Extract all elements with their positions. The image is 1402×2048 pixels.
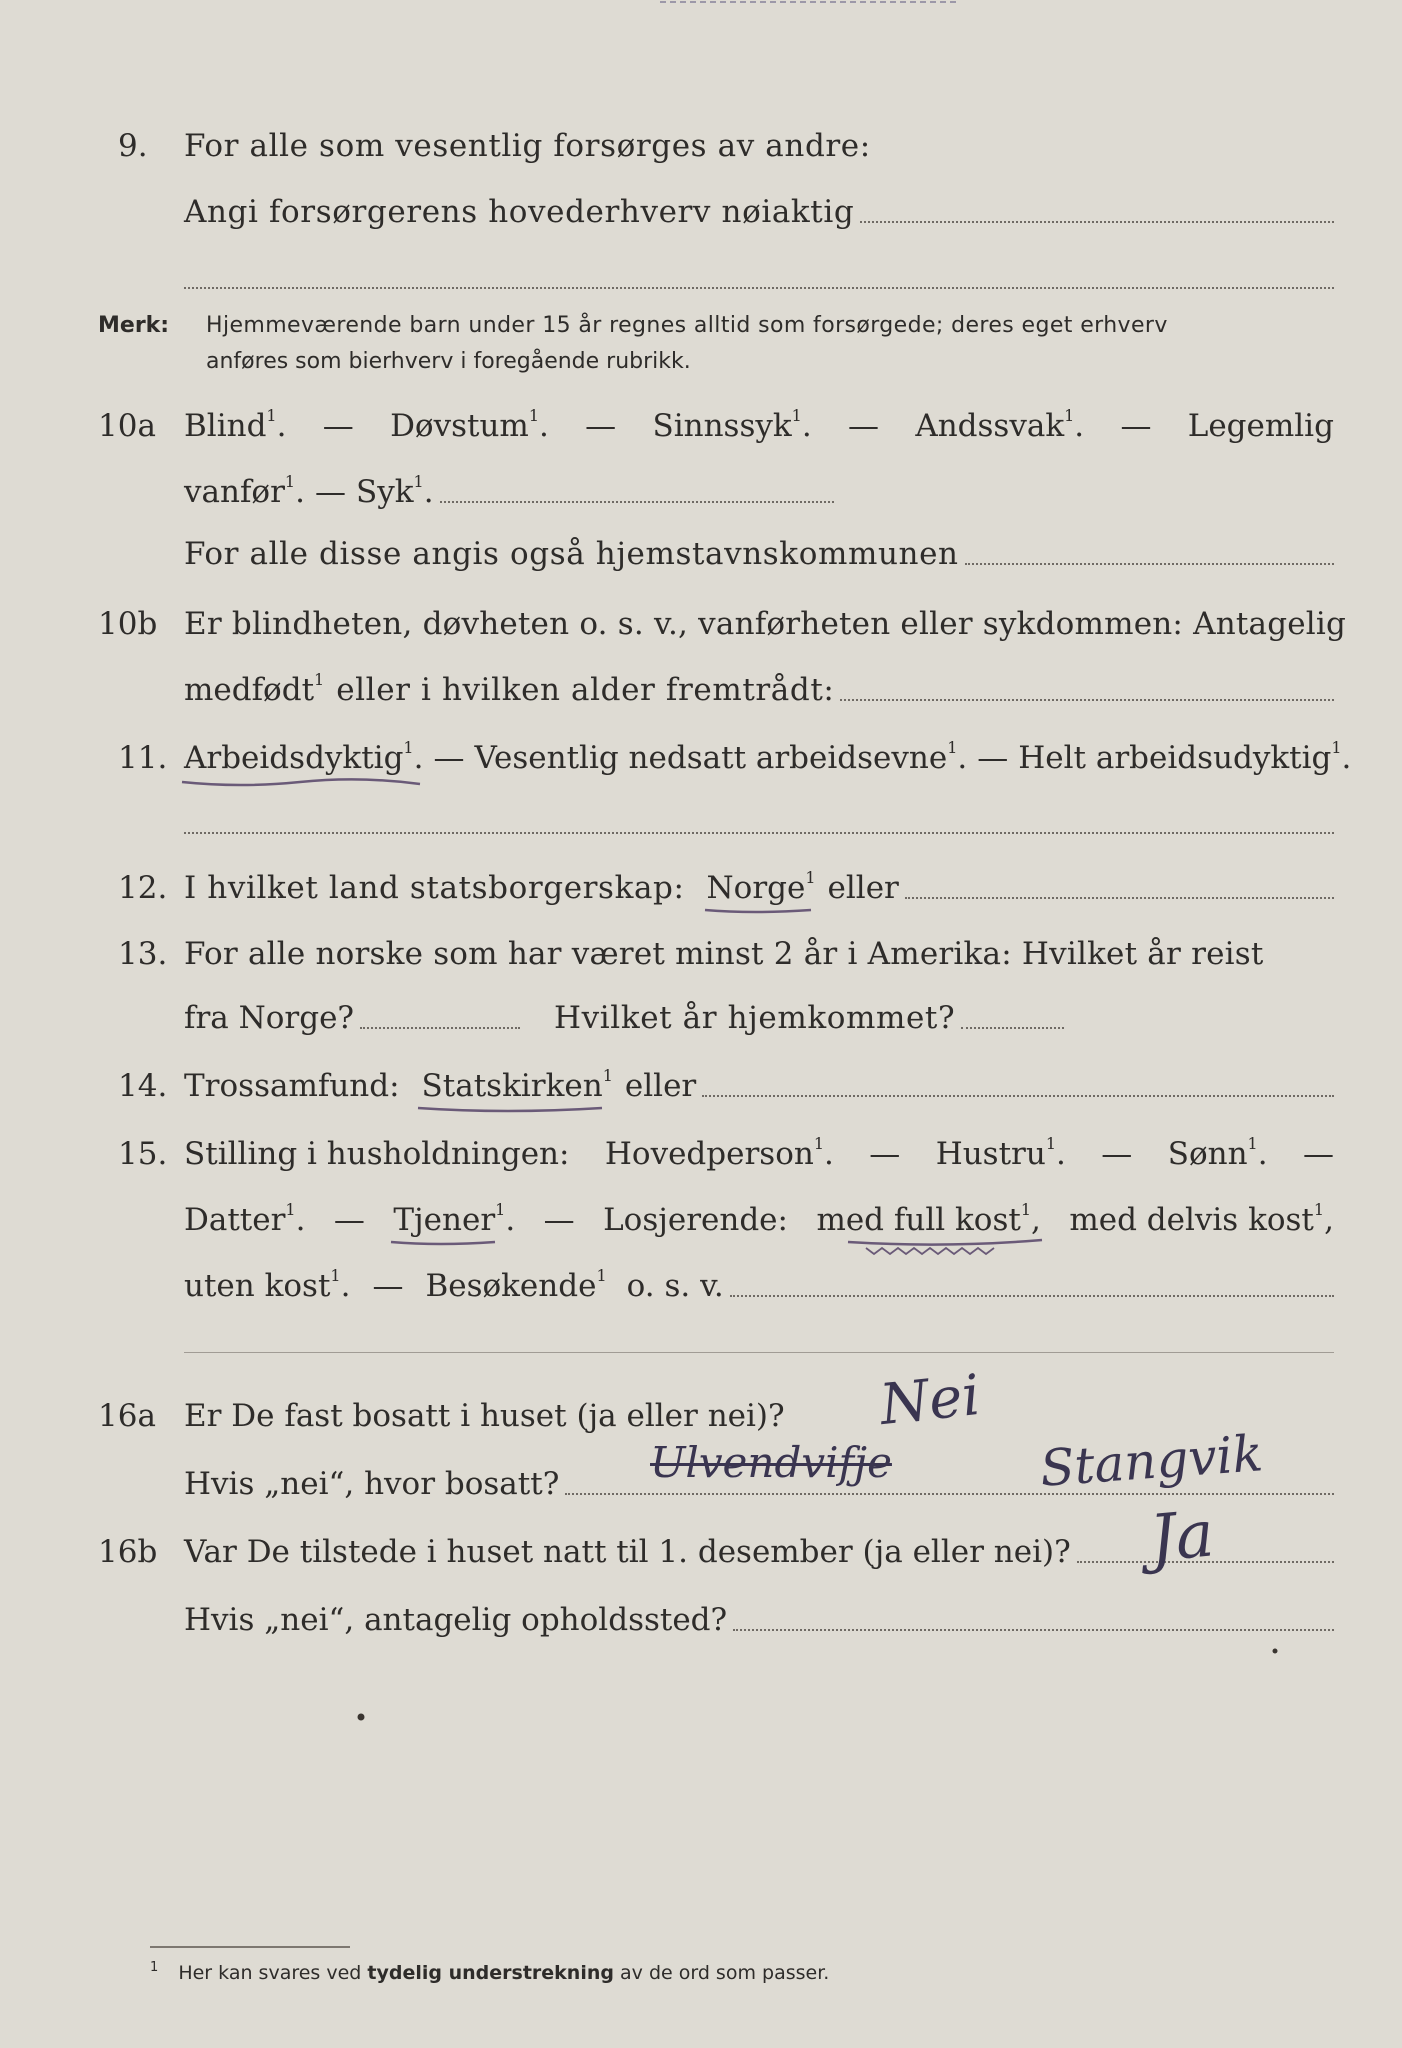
q14-text: Trossamfund: (184, 1068, 400, 1104)
q10b-text1: Er blindheten, døvheten o. s. v., vanførheten eller sykdommen: Antagelig (184, 606, 1347, 642)
q10b-text2: eller i hvilken alder fremtrådt: (336, 672, 835, 708)
q15-losjerende: Losjerende: (603, 1202, 788, 1238)
q16a-text1: Er De fast bosatt i huset (ja eller nei)? (184, 1398, 785, 1434)
q10a-hjemstavn: For alle disse angis også hjemstavnskommunen (184, 536, 959, 572)
q11-arbeidsdyktig: Arbeidsdyktig$^1$. (184, 740, 423, 776)
q15-datter: Datter$^1$. (184, 1200, 306, 1238)
q11-answer-field[interactable] (184, 832, 1334, 834)
q12-norge: Norge$^1$ (707, 870, 816, 906)
dash: — (1120, 408, 1152, 444)
q16a-answer2: Stangvik (1038, 1424, 1265, 1498)
q13-line1 (184, 936, 1334, 972)
q15-delvis-kost: med delvis kost$^1$, (1069, 1200, 1334, 1238)
q10a-hjemstavn-field[interactable] (965, 563, 1334, 565)
q15-number: 15. (118, 1136, 168, 1172)
dash: — (977, 740, 1009, 776)
q9-number: 9. (118, 128, 148, 164)
footnote-text-c: av de ord som passer. (620, 1962, 830, 1984)
q15-uten-kost: uten kost$^1$. (184, 1266, 351, 1304)
q15-line1 (184, 1136, 1334, 1172)
q16b-opholdssted-field[interactable] (733, 1629, 1334, 1631)
q14-statskirken: Statskirken$^1$ (422, 1068, 613, 1104)
q13-reist: fra Norge? (184, 1000, 355, 1036)
dash: — (848, 408, 880, 444)
handwritten-underline (180, 774, 424, 790)
q13-hjemkommet-field[interactable] (961, 1027, 1064, 1029)
q15-full-kost: med full kost$^1$, (816, 1202, 1040, 1238)
dash: — (1101, 1136, 1133, 1172)
merk-line1: Hjemmeværende barn under 15 år regnes alltid som forsørgede; deres eget erhverv (206, 313, 1168, 338)
q11-number: 11. (118, 740, 168, 776)
q15-stilling: Stilling i husholdningen: (184, 1136, 570, 1172)
q16b-text1: Var De tilstede i huset natt til 1. desember (ja eller nei)? (184, 1534, 1071, 1570)
q15-tjener: Tjener$^1$. (393, 1202, 515, 1238)
q15-line3 (184, 1268, 1334, 1304)
q13-text1: For alle norske som har været minst 2 år i Amerika: Hvilket år reist (184, 936, 1264, 972)
dash: — (1303, 1136, 1334, 1172)
q10b-line1 (184, 606, 1347, 642)
q14-answer-field[interactable] (702, 1095, 1334, 1097)
q15-osv: o. s. v. (626, 1268, 724, 1304)
q11-udyktig: Helt arbeidsudyktig$^1$. (1018, 738, 1352, 776)
q16b-line2 (184, 1602, 1334, 1638)
q10a-blind: Blind$^1$. (184, 406, 287, 444)
top-edge-marks (660, 0, 960, 24)
q10a-sinnssyk: Sinnssyk$^1$. (652, 406, 812, 444)
dash: — (372, 1268, 404, 1304)
ink-dot (1270, 1646, 1280, 1656)
merk-line2: anføres som bierhverv i foregående rubrikk. (206, 349, 691, 374)
dash: — (543, 1202, 575, 1238)
q10a-line1 (184, 408, 1334, 444)
q12-number: 12. (118, 870, 168, 906)
q15-sonn: Sønn$^1$. (1167, 1134, 1268, 1172)
dash: — (869, 1136, 901, 1172)
dash: — (585, 408, 617, 444)
q10a-line3 (184, 536, 1334, 572)
q10a-vanfor: vanfør$^1$. (184, 472, 305, 510)
footnote-mark: 1 (150, 1960, 159, 1975)
handwritten-underline (389, 1236, 499, 1248)
q16a-number: 16a (98, 1398, 156, 1434)
q10a-dovstum: Døvstum$^1$. (390, 406, 549, 444)
q14-number: 14. (118, 1068, 168, 1104)
q16b-number: 16b (98, 1534, 158, 1570)
merk-note (98, 308, 1338, 380)
q12-answer-field[interactable] (905, 897, 1334, 899)
q11-line (184, 738, 1352, 776)
q9-answer-field-2[interactable] (184, 287, 1334, 289)
separator (184, 1352, 1334, 1353)
q16a-answer2-struck: Ulvendvifje (650, 1438, 892, 1487)
footnote-rule (150, 1946, 350, 1948)
q10b-answer-field[interactable] (840, 699, 1334, 701)
q16b-text2: Hvis „nei“, antagelig opholdssted? (184, 1602, 728, 1638)
footnote-text-b: tydelig understrekning (367, 1962, 614, 1984)
q11-nedsatt: Vesentlig nedsatt arbeidsevne$^1$. (474, 738, 968, 776)
q10a-legemlig: Legemlig (1187, 408, 1334, 444)
footnote-text-a: Her kan svares ved (178, 1962, 362, 1984)
handwritten-underline (703, 904, 813, 916)
q10b-medfodt: medfødt$^1$ (184, 670, 325, 708)
q14-line (184, 1068, 1334, 1104)
q13-reist-field[interactable] (360, 1027, 520, 1029)
q16a-line1 (184, 1398, 1334, 1434)
ink-dot (356, 1712, 366, 1722)
q13-line2 (184, 1000, 1064, 1036)
dash: — (433, 740, 465, 776)
footnote (150, 1962, 829, 1984)
q9-text1: For alle som vesentlig forsørges av andre: (184, 128, 871, 164)
q13-number: 13. (118, 936, 168, 972)
handwritten-underline (846, 1236, 1046, 1256)
q12-eller: eller (827, 870, 899, 906)
q16b-answer1: Ja (1146, 1497, 1217, 1577)
q13-hjemkommet: Hvilket år hjemkommet? (554, 1000, 956, 1036)
q10a-line2 (184, 474, 834, 510)
dash: — (322, 408, 354, 444)
q12-text: I hvilket land statsborgerskap: (184, 870, 685, 906)
q9-line1 (184, 128, 1014, 164)
q15-besokende: Besøkende$^1$ (425, 1266, 607, 1304)
q15-line2 (184, 1202, 1334, 1238)
q15-answer-field[interactable] (730, 1295, 1334, 1297)
q16a-answer-field[interactable] (565, 1493, 1334, 1495)
q10a-syk: Syk$^1$. (355, 472, 434, 510)
dash: — (333, 1202, 365, 1238)
q12-line (184, 870, 1334, 906)
handwritten-underline (416, 1102, 606, 1116)
merk-label: Merk: (98, 313, 170, 338)
q10a-answer-field[interactable] (440, 501, 834, 503)
q10a-andssvak: Andssvak$^1$. (915, 406, 1085, 444)
q16a-text2: Hvis „nei“, hvor bosatt? (184, 1466, 560, 1502)
q9-text2: Angi forsørgerens hovederhverv nøiaktig (184, 194, 855, 230)
q10a-number: 10a (98, 408, 156, 444)
q9-line2 (184, 194, 1334, 230)
dash: — (314, 474, 346, 510)
q16a-answer1: Nei (876, 1362, 984, 1439)
q10b-line2 (184, 672, 1334, 708)
q15-hustru: Hustru$^1$. (935, 1134, 1066, 1172)
q9-answer-field[interactable] (860, 221, 1334, 223)
q15-hovedperson: Hovedperson$^1$. (604, 1134, 834, 1172)
q10b-number: 10b (98, 606, 158, 642)
q14-eller: eller (624, 1068, 697, 1104)
